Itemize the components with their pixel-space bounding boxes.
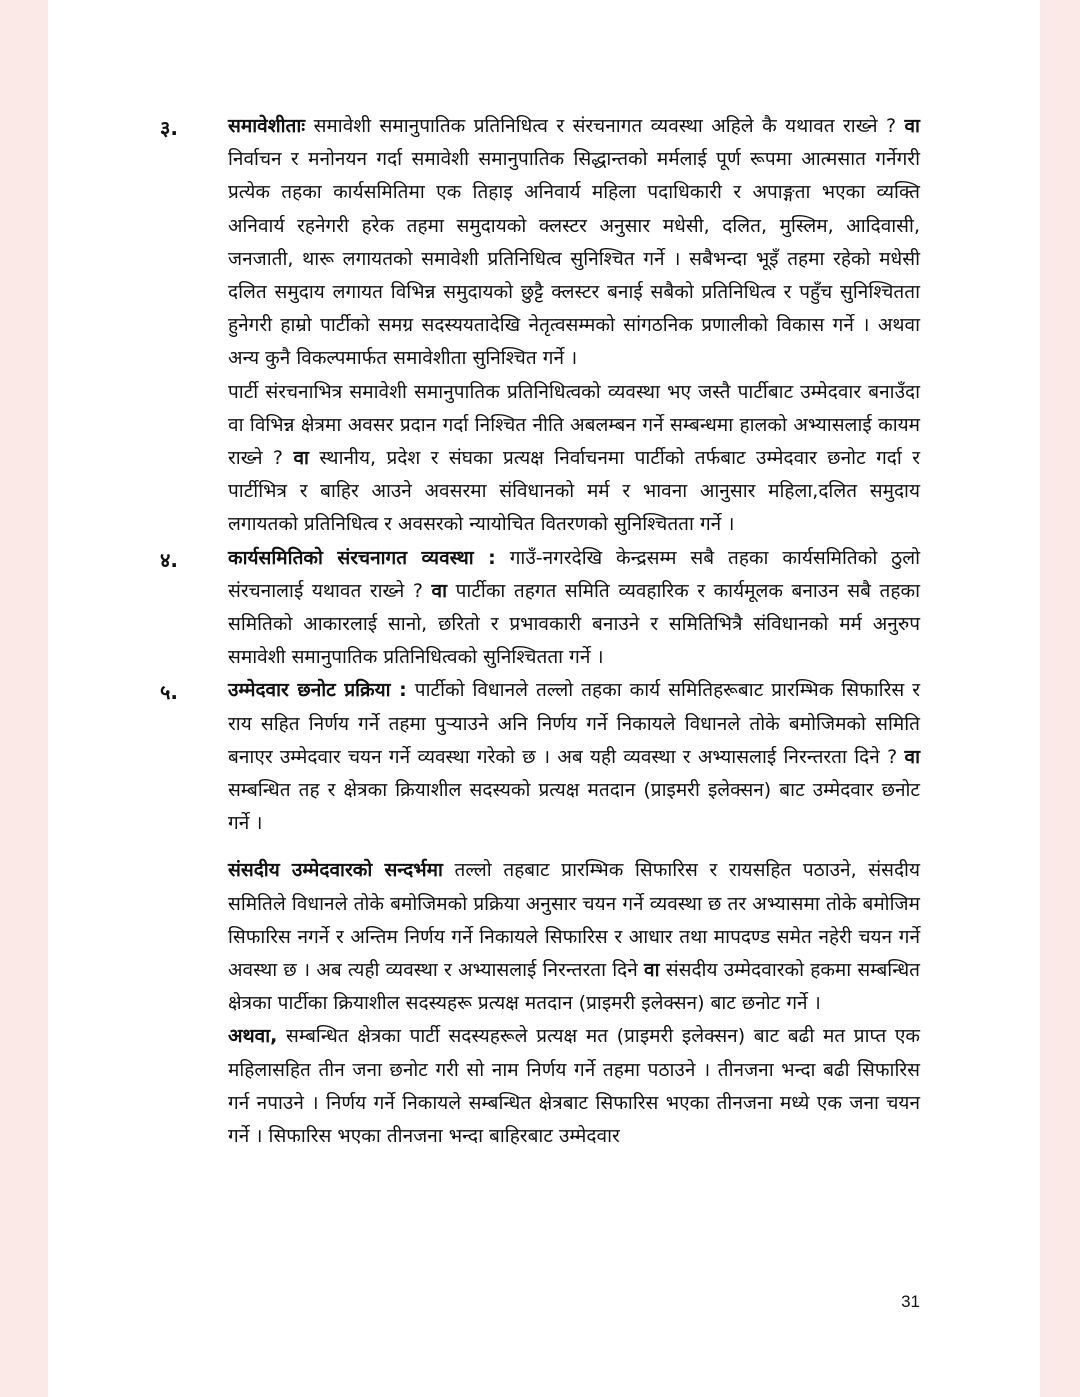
- document-page: [48, 0, 1040, 1397]
- paragraph-text: सम्बन्धित तह र क्षेत्रका क्रियाशील सदस्यको प्रत्यक्ष मतदान (प्राइमरी इलेक्सन) बाट उम्मेदवार छनोट गर्ने ।: [228, 779, 920, 835]
- item-number: ४.: [160, 547, 178, 572]
- page-number: 31: [901, 1292, 920, 1311]
- paragraph-title: उम्मेदवार छनोट प्रक्रिया :: [228, 679, 407, 702]
- paragraph-text: पार्टीका तहगत समिति व्यवहारिक र कार्यमूलक बनाउन सबै तहका समितिको आकारलाई सानो, छरितो र प्रभावकारी बनाउने र समितिभित्रै संविधानको मर्म अनुरुप समावेशी समानुपातिक प्रतिनिधित्वको सुनिश्चितता गर्ने ।: [228, 579, 920, 669]
- list-item-5: [48, 674, 1040, 1153]
- document-content: [48, 110, 1040, 1153]
- or-keyword: वा: [644, 959, 660, 982]
- paragraph-title: समावेशीताः: [228, 115, 306, 137]
- paragraph-title: अथवा,: [228, 1025, 278, 1048]
- paragraph-text: निर्वाचन र मनोनयन गर्दा समावेशी समानुपातिक सिद्धान्तको मर्मलाई पूर्ण रूपमा आत्मसात गर्नेगरी प्रत्येक तहका कार्यसमितिमा एक तिहाइ अनिवार्य महिला पदाधिकारी र अपाङ्गता भएका व्यक्ति अनिवार्य रहनेगरी हरेक तहमा समुदायको क्लस्टर अनुसार मधेसी, दलित, मुस्लिम, आदिवासी, जनजाती, थारू लगायतको समावेशी प्रतिनिधित्व सुनिश्चित गर्ने । सबैभन्दा भूइँ तहमा रहेको मधेसी दलित समुदाय लगायत विभिन्न समुदायको छुट्टै क्लस्टर बनाई सबैको प्रतिनिधित्व र पहुँच सुनिश्चितता हुनेगरी हाम्रो पार्टीको समग्र सदस्ययतादेखि नेतृत्वसम्मको सांगठनिक प्रणालीको विकास गर्ने । अथवा अन्य कुनै विकल्पमार्फत समावेशीता सुनिश्चित गर्ने ।: [228, 148, 920, 370]
- or-keyword: वा: [431, 579, 448, 602]
- or-keyword: वा: [904, 745, 920, 768]
- paragraph-text: पार्टीको विधानले तल्लो तहका कार्य समितिहरूबाट प्रारम्भिक सिफारिस र राय सहित निर्णय गर्ने तहमा पुर्‍याउने अनि निर्णय गर्ने निकायले विधानले तोके बमोजिमको समिति बनाएर उम्मेदवार चयन गर्ने व्यवस्था गरेको छ । अब यही व्यवस्था र अभ्यासलाई निरन्तरता दिने ?: [228, 679, 920, 768]
- list-item-3: [48, 110, 1040, 542]
- item-number: ५.: [160, 680, 178, 705]
- paragraph: [228, 542, 920, 675]
- paragraph-text: संसदीय उम्मेदवारको हकमा सम्बन्धित क्षेत्रका पार्टीका क्रियाशील सदस्यहरू प्रत्यक्ष मतदान (प्राइमरी इलेक्सन) बाट छनोट गर्ने ।: [228, 959, 921, 1015]
- paragraph-text: स्थानीय, प्रदेश र संघका प्रत्यक्ष निर्वाचनमा पार्टीको तर्फबाट उम्मेदवार छनोट गर्दा र पार्टीभित्र र बाहिर आउने अवसरमा संविधानको मर्म र भावना आनुसार महिला,दलित समुदाय लगायतको प्रतिनिधित्व र अवसरको न्यायोचित वितरणको सुनिश्चितता गर्ने ।: [228, 447, 921, 536]
- paragraph-text: पार्टी संरचनाभित्र समावेशी समानुपातिक प्रतिनिधित्वको व्यवस्था भए जस्तै पार्टीबाट उम्मेदवार बनाउँदा वा विभिन्न क्षेत्रमा अवसर प्रदान गर्दा निश्चित नीति अबलम्बन गर्ने सम्बन्धमा हालको अभ्यासलाई कायम राख्ने ?: [228, 380, 920, 470]
- paragraph: [228, 674, 920, 840]
- or-keyword: वा: [904, 115, 920, 137]
- paragraph-text: सम्बन्धित क्षेत्रका पार्टी सदस्यहरूले प्रत्यक्ष मत (प्राइमरी इलेक्सन) बाट बढी मत प्राप्त एक महिलासहित तीन जना छनोट गरी सो नाम निर्णय गर्ने तहमा पठाउने । तीनजना भन्दा बढी सिफारिस गर्न नपाउने । निर्णय गर्ने निकायले सम्बन्धित क्षेत्रबाट सिफारिस भएका तीनजना मध्ये एक जना चयन गर्ने । सिफारिस भएका तीनजना भन्दा बाहिरबाट उम्मेदवार: [228, 1025, 920, 1148]
- paragraph-text: तल्लो तहबाट प्रारम्भिक सिफारिस र रायसहित पठाउने, संसदीय समितिले विधानले तोके बमोजिमको प्रक्रिया अनुसार चयन गर्ने व्यवस्था छ तर अभ्यासमा तोके बमोजिम सिफारिस नगर्ने र अन्तिम निर्णय गर्ने निकायले सिफारिस र आधार तथा मापदण्ड समेत नहेरी चयन गर्ने अवस्था छ । अब त्यही व्यवस्था र अभ्यासलाई निरन्तरता दिने: [228, 859, 920, 982]
- paragraph-text: समावेशी समानुपातिक प्रतिनिधित्व र संरचनागत व्यवस्था अहिले कै यथावत राख्ने ?: [313, 115, 897, 137]
- paragraph: [228, 110, 920, 376]
- paragraph-text: गाउँ-नगरदेखि केन्द्रसम्म सबै तहका कार्यसमितिको ठुलो संरचनालाई यथावत राख्ने ?: [228, 546, 920, 602]
- list-item-4: [48, 542, 1040, 675]
- paragraph: [228, 1020, 920, 1153]
- paragraph: [228, 854, 920, 1020]
- paragraph-title: कार्यसमितिको संरचनागत व्यवस्था :: [228, 546, 496, 569]
- paragraph-title: संसदीय उम्मेदवारको सन्दर्भमा: [228, 859, 443, 882]
- item-number: ३.: [160, 116, 178, 140]
- or-keyword: वा: [293, 447, 309, 470]
- paragraph: [228, 376, 920, 542]
